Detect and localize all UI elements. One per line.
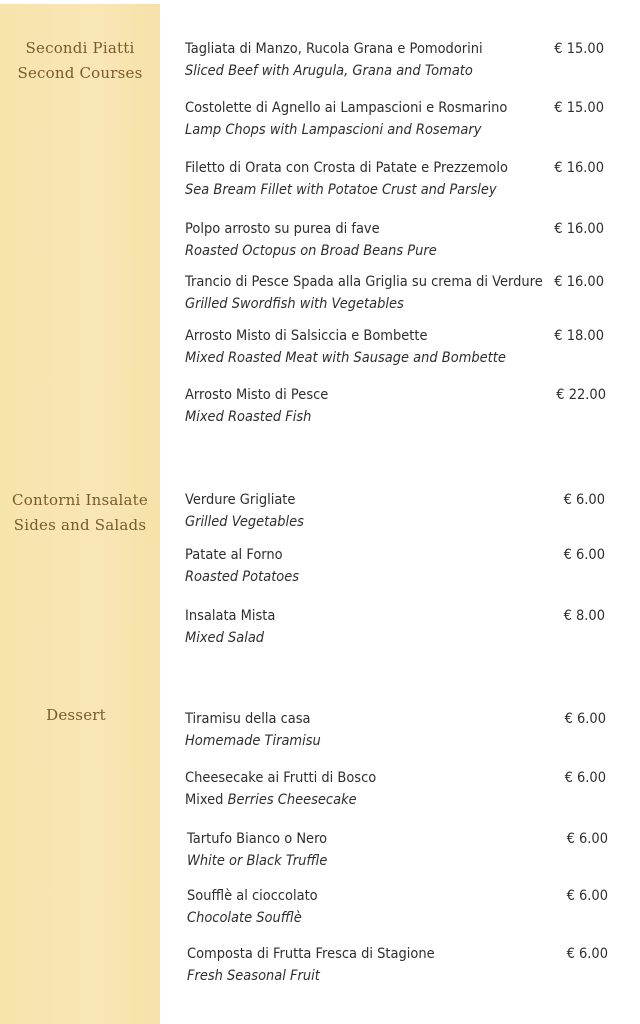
item-description: Chocolate Soufflè [187,910,302,926]
item-description: Grilled Swordfish with Vegetables [185,296,404,312]
item-price: € 18.00 [554,328,604,344]
item-price: € 8.00 [563,608,605,624]
item-price: € 15.00 [554,41,604,57]
item-price: € 6.00 [564,711,606,727]
item-name: Insalata Mista [185,608,276,624]
item-price: € 22.00 [556,387,606,403]
item-name: Composta di Frutta Fresca di Stagione [187,946,435,962]
item-name: Tartufo Bianco o Nero [187,831,328,847]
item-description: Homemade Tiramisu [185,733,321,749]
item-description: Mixed Roasted Fish [185,409,312,425]
item-price: € 16.00 [554,160,604,176]
item-price: € 6.00 [563,547,605,563]
item-description: Fresh Seasonal Fruit [187,968,320,984]
item-price: € 16.00 [554,221,604,237]
item-name: Costolette di Agnello ai Lampascioni e Rosmarino [185,100,508,116]
section-title-en: Second Courses [17,64,143,82]
section-title-secondi [0,36,160,86]
item-description [185,790,357,810]
item-description-italic: Berries Cheesecake [227,792,357,808]
item-price: € 15.00 [554,100,604,116]
item-description: Roasted Octopus on Broad Beans Pure [185,243,437,259]
item-name: Arrosto Misto di Salsiccia e Bombette [185,328,428,344]
item-description: Lamp Chops with Lampascioni and Rosemary [185,122,482,138]
section-title-it: Contorni Insalate [12,491,148,509]
item-name: Patate al Forno [185,547,283,563]
item-name: Filetto di Orata con Crosta di Patate e Prezzemolo [185,160,508,176]
item-name: Trancio di Pesce Spada alla Griglia su crema di Verdure [185,274,543,290]
item-description-plain: Mixed [185,792,224,808]
item-price: € 16.00 [554,274,604,290]
item-description: Mixed Roasted Meat with Sausage and Bombette [185,350,506,366]
section-title-dessert [0,703,156,728]
item-description: Grilled Vegetables [185,514,304,530]
item-name: Tagliata di Manzo, Rucola Grana e Pomodorini [185,41,483,57]
section-title-en: Sides and Salads [13,516,147,534]
section-title-it: Secondi Piatti [25,39,135,57]
item-price: € 6.00 [566,888,608,904]
section-title-contorni [0,488,160,538]
item-description: White or Black Truffle [187,853,328,869]
item-name: Soufflè al cioccolato [187,888,318,904]
item-name: Verdure Grigliate [185,492,296,508]
item-description: Sliced Beef with Arugula, Grana and Tomato [185,63,473,79]
item-price: € 6.00 [563,492,605,508]
item-name: Tiramisu della casa [185,711,311,727]
item-price: € 6.00 [566,831,608,847]
item-description: Sea Bream Fillet with Potatoe Crust and Parsley [185,182,497,198]
item-price: € 6.00 [566,946,608,962]
item-price: € 6.00 [564,770,606,786]
item-name: Cheesecake ai Frutti di Bosco [185,770,377,786]
item-name: Arrosto Misto di Pesce [185,387,329,403]
section-title-text: Dessert [46,706,106,724]
item-description: Mixed Salad [185,630,265,646]
item-description: Roasted Potatoes [185,569,300,585]
item-name: Polpo arrosto su purea di fave [185,221,380,237]
